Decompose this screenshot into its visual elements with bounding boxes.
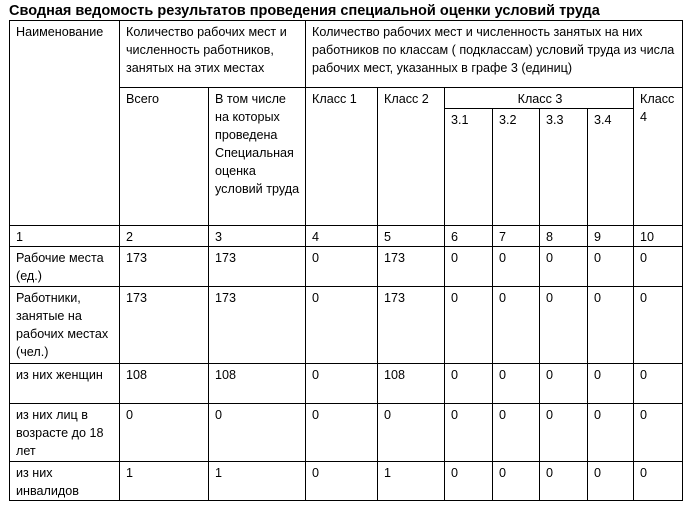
cell-value: 0 [634,287,683,364]
summary-table [9,20,683,501]
cell-value: 173 [209,247,306,287]
column-number: 9 [588,226,634,247]
cell-value: 0 [540,404,588,462]
row-name: из них лиц в возрасте до 18 лет [10,404,120,462]
column-number: 1 [10,226,120,247]
cell-value: 0 [378,404,445,462]
cell-value: 0 [209,404,306,462]
cell-value: 108 [209,364,306,404]
header-row-1 [10,21,683,88]
column-number: 8 [540,226,588,247]
cell-value: 0 [540,247,588,287]
cell-value: 0 [493,247,540,287]
cell-value: 0 [634,247,683,287]
cell-value: 173 [120,287,209,364]
column-number: 2 [120,226,209,247]
cell-value: 0 [445,364,493,404]
column-number: 4 [306,226,378,247]
cell-value: 0 [493,462,540,501]
cell-value: 0 [306,462,378,501]
cell-value: 173 [378,287,445,364]
cell-value: 0 [540,364,588,404]
cell-value: 0 [634,462,683,501]
cell-value: 0 [634,404,683,462]
cell-value: 0 [306,287,378,364]
cell-value: 0 [493,287,540,364]
cell-value: 108 [378,364,445,404]
cell-value: 0 [588,247,634,287]
cell-value: 1 [209,462,306,501]
table-row [10,364,683,404]
row-name: Работники, занятые на рабочих местах (чел.) [10,287,120,364]
cell-value: 0 [306,247,378,287]
cell-value: 0 [540,287,588,364]
cell-value: 0 [120,404,209,462]
column-number: 7 [493,226,540,247]
row-name: из них инвалидов [10,462,120,501]
cell-value: 1 [120,462,209,501]
header-group-classes: Количество рабочих мест и численность занятых на них работников по классам ( подклассам) условий труда из числа рабочих мест, указанных в графе 3 (единиц) [306,21,683,88]
cell-value: 0 [306,364,378,404]
column-number-row [10,226,683,247]
cell-value: 0 [634,364,683,404]
table-row [10,462,683,501]
header-name: Наименование [10,21,120,226]
column-number: 6 [445,226,493,247]
header-class-4: Класс 4 [634,88,683,226]
cell-value: 0 [306,404,378,462]
header-including: В том числе на которых проведена Специальная оценка условий труда [209,88,306,226]
table-row [10,404,683,462]
cell-value: 0 [445,462,493,501]
cell-value: 173 [378,247,445,287]
column-number: 3 [209,226,306,247]
cell-value: 0 [493,364,540,404]
cell-value: 0 [588,462,634,501]
table-row [10,247,683,287]
header-sub-3-1: 3.1 [445,109,493,226]
row-name: Рабочие места (ед.) [10,247,120,287]
row-name: из них женщин [10,364,120,404]
header-sub-3-4: 3.4 [588,109,634,226]
table-row [10,287,683,364]
header-class-1: Класс 1 [306,88,378,226]
cell-value: 0 [445,247,493,287]
cell-value: 108 [120,364,209,404]
column-number: 5 [378,226,445,247]
column-number: 10 [634,226,683,247]
cell-value: 173 [120,247,209,287]
cell-value: 0 [540,462,588,501]
cell-value: 173 [209,287,306,364]
cell-value: 0 [493,404,540,462]
page-title: Сводная ведомость результатов проведения специальной оценки условий труда [9,3,600,19]
header-sub-3-2: 3.2 [493,109,540,226]
cell-value: 0 [588,364,634,404]
header-group-workplaces: Количество рабочих мест и численность работников, занятых на этих местах [120,21,306,88]
header-class-3: Класс 3 [445,88,634,109]
cell-value: 1 [378,462,445,501]
cell-value: 0 [588,287,634,364]
cell-value: 0 [588,404,634,462]
header-sub-3-3: 3.3 [540,109,588,226]
cell-value: 0 [445,404,493,462]
header-class-2: Класс 2 [378,88,445,226]
cell-value: 0 [445,287,493,364]
header-total: Всего [120,88,209,226]
